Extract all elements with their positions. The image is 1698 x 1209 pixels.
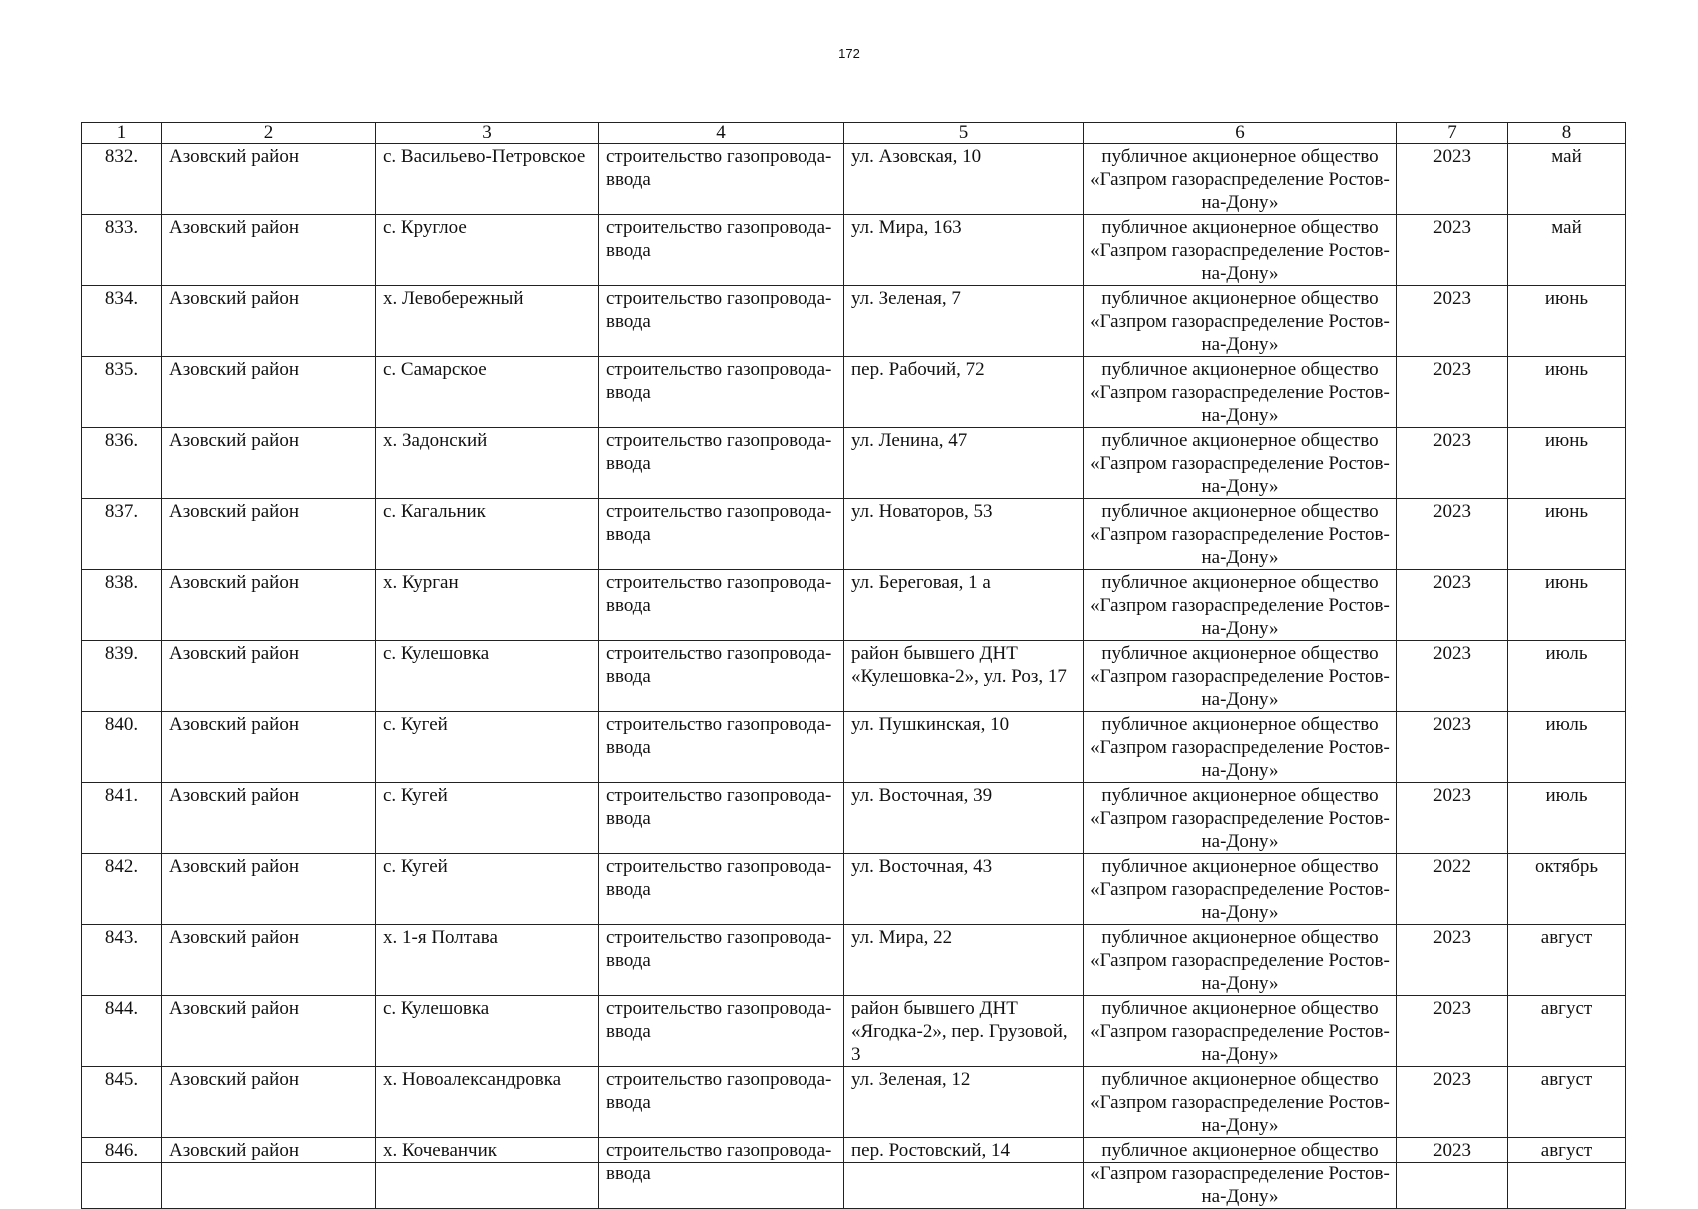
district-cell: Азовский район — [162, 286, 376, 357]
district-cell: Азовский район — [162, 570, 376, 641]
address-cell: пер. Ростовский, 14 — [844, 1138, 1084, 1209]
column-number: 7 — [1397, 123, 1508, 144]
address-cell: район бывшего ДНТ «Кулешовка-2», ул. Роз, 17 — [844, 641, 1084, 712]
work-type-cell: строительство газопровода-ввода — [599, 570, 844, 641]
column-number: 4 — [599, 123, 844, 144]
district-cell: Азовский район — [162, 783, 376, 854]
organization-cell: публичное акционерное общество «Газпром газораспределение Ростов-на-Дону» — [1084, 357, 1397, 428]
district-cell: Азовский район — [162, 925, 376, 996]
column-number: 2 — [162, 123, 376, 144]
row-number: 836. — [82, 428, 162, 499]
year-cell: 2023 — [1397, 215, 1508, 286]
column-number: 1 — [82, 123, 162, 144]
address-cell: ул. Зеленая, 7 — [844, 286, 1084, 357]
work-type-cell: строительство газопровода-ввода — [599, 996, 844, 1067]
locality-cell: с. Кугей — [376, 854, 599, 925]
address-cell: пер. Рабочий, 72 — [844, 357, 1084, 428]
table-row — [82, 570, 1626, 641]
row-number: 839. — [82, 641, 162, 712]
year-cell: 2023 — [1397, 144, 1508, 215]
column-number-row — [82, 123, 1626, 144]
locality-cell: с. Кулешовка — [376, 996, 599, 1067]
work-type-cell: строительство газопровода-ввода — [599, 499, 844, 570]
work-type-cell: строительство газопровода-ввода — [599, 428, 844, 499]
organization-cell: публичное акционерное общество «Газпром газораспределение Ростов-на-Дону» — [1084, 783, 1397, 854]
district-cell: Азовский район — [162, 428, 376, 499]
gasification-table — [81, 122, 1626, 1209]
table-row — [82, 925, 1626, 996]
organization-cell: публичное акционерное общество «Газпром газораспределение Ростов-на-Дону» — [1084, 712, 1397, 783]
month-cell: май — [1508, 144, 1626, 215]
month-cell: июль — [1508, 783, 1626, 854]
table-row — [82, 996, 1626, 1067]
row-number: 835. — [82, 357, 162, 428]
row-number: 844. — [82, 996, 162, 1067]
year-cell: 2023 — [1397, 570, 1508, 641]
organization-cell: публичное акционерное общество «Газпром газораспределение Ростов-на-Дону» — [1084, 499, 1397, 570]
work-type-cell: строительство газопровода-ввода — [599, 712, 844, 783]
row-number: 840. — [82, 712, 162, 783]
year-cell: 2023 — [1397, 428, 1508, 499]
row-number: 845. — [82, 1067, 162, 1138]
organization-cell: публичное акционерное общество «Газпром газораспределение Ростов-на-Дону» — [1084, 144, 1397, 215]
locality-cell: х. Курган — [376, 570, 599, 641]
address-cell: ул. Мира, 22 — [844, 925, 1084, 996]
row-number: 846. — [82, 1138, 162, 1209]
address-cell: ул. Новаторов, 53 — [844, 499, 1084, 570]
locality-cell: х. Кочеванчик — [376, 1138, 599, 1209]
month-cell: июнь — [1508, 570, 1626, 641]
year-cell: 2023 — [1397, 357, 1508, 428]
work-type-cell: строительство газопровода-ввода — [599, 783, 844, 854]
year-cell: 2023 — [1397, 925, 1508, 996]
address-cell: ул. Пушкинская, 10 — [844, 712, 1084, 783]
table-row — [82, 712, 1626, 783]
table-row — [82, 286, 1626, 357]
organization-cell: публичное акционерное общество «Газпром газораспределение Ростов-на-Дону» — [1084, 215, 1397, 286]
work-type-cell: строительство газопровода-ввода — [599, 286, 844, 357]
locality-cell: с. Кугей — [376, 712, 599, 783]
row-number: 838. — [82, 570, 162, 641]
locality-cell: х. Новоалександровка — [376, 1067, 599, 1138]
locality-cell: с. Кулешовка — [376, 641, 599, 712]
month-cell: август — [1508, 1067, 1626, 1138]
locality-cell: с. Кугей — [376, 783, 599, 854]
column-number: 3 — [376, 123, 599, 144]
year-cell: 2023 — [1397, 641, 1508, 712]
year-cell: 2023 — [1397, 996, 1508, 1067]
month-cell: июнь — [1508, 286, 1626, 357]
district-cell: Азовский район — [162, 215, 376, 286]
table-row — [82, 215, 1626, 286]
work-type-cell: строительство газопровода-ввода — [599, 925, 844, 996]
organization-cell: публичное акционерное общество «Газпром газораспределение Ростов-на-Дону» — [1084, 1138, 1397, 1209]
table-row — [82, 783, 1626, 854]
table-row — [82, 641, 1626, 712]
year-cell: 2023 — [1397, 286, 1508, 357]
row-number: 841. — [82, 783, 162, 854]
address-cell: ул. Береговая, 1 а — [844, 570, 1084, 641]
work-type-cell: строительство газопровода-ввода — [599, 854, 844, 925]
column-number: 6 — [1084, 123, 1397, 144]
year-cell: 2023 — [1397, 712, 1508, 783]
organization-cell: публичное акционерное общество «Газпром газораспределение Ростов-на-Дону» — [1084, 996, 1397, 1067]
table-row — [82, 499, 1626, 570]
organization-cell: публичное акционерное общество «Газпром газораспределение Ростов-на-Дону» — [1084, 428, 1397, 499]
month-cell: октябрь — [1508, 854, 1626, 925]
year-cell: 2023 — [1397, 499, 1508, 570]
locality-cell: с. Самарское — [376, 357, 599, 428]
organization-cell: публичное акционерное общество «Газпром газораспределение Ростов-на-Дону» — [1084, 641, 1397, 712]
work-type-cell: строительство газопровода-ввода — [599, 1138, 844, 1209]
page-number: 172 — [838, 46, 860, 61]
locality-cell: с. Васильево-Петровское — [376, 144, 599, 215]
month-cell: август — [1508, 996, 1626, 1067]
year-cell: 2023 — [1397, 783, 1508, 854]
year-cell: 2023 — [1397, 1067, 1508, 1138]
address-cell: ул. Восточная, 39 — [844, 783, 1084, 854]
table-row — [82, 144, 1626, 215]
table-row — [82, 1138, 1626, 1209]
month-cell: август — [1508, 1138, 1626, 1209]
district-cell: Азовский район — [162, 854, 376, 925]
work-type-cell: строительство газопровода-ввода — [599, 215, 844, 286]
year-cell: 2023 — [1397, 1138, 1508, 1209]
row-number: 834. — [82, 286, 162, 357]
table-container — [81, 122, 1625, 1207]
table-row — [82, 428, 1626, 499]
month-cell: июль — [1508, 641, 1626, 712]
district-cell: Азовский район — [162, 1067, 376, 1138]
month-cell: август — [1508, 925, 1626, 996]
row-number: 832. — [82, 144, 162, 215]
organization-cell: публичное акционерное общество «Газпром газораспределение Ростов-на-Дону» — [1084, 925, 1397, 996]
district-cell: Азовский район — [162, 996, 376, 1067]
table-row — [82, 357, 1626, 428]
address-cell: ул. Мира, 163 — [844, 215, 1084, 286]
year-cell: 2022 — [1397, 854, 1508, 925]
address-cell: ул. Восточная, 43 — [844, 854, 1084, 925]
locality-cell: х. Левобережный — [376, 286, 599, 357]
table-body — [82, 144, 1626, 1209]
district-cell: Азовский район — [162, 144, 376, 215]
organization-cell: публичное акционерное общество «Газпром газораспределение Ростов-на-Дону» — [1084, 854, 1397, 925]
work-type-cell: строительство газопровода-ввода — [599, 641, 844, 712]
locality-cell: х. Задонский — [376, 428, 599, 499]
table-row — [82, 1067, 1626, 1138]
organization-cell: публичное акционерное общество «Газпром газораспределение Ростов-на-Дону» — [1084, 286, 1397, 357]
month-cell: май — [1508, 215, 1626, 286]
district-cell: Азовский район — [162, 499, 376, 570]
district-cell: Азовский район — [162, 357, 376, 428]
row-number: 842. — [82, 854, 162, 925]
organization-cell: публичное акционерное общество «Газпром газораспределение Ростов-на-Дону» — [1084, 570, 1397, 641]
column-number: 8 — [1508, 123, 1626, 144]
row-number: 837. — [82, 499, 162, 570]
column-number: 5 — [844, 123, 1084, 144]
row-number: 843. — [82, 925, 162, 996]
month-cell: июнь — [1508, 357, 1626, 428]
month-cell: июль — [1508, 712, 1626, 783]
district-cell: Азовский район — [162, 641, 376, 712]
table-row — [82, 854, 1626, 925]
address-cell: ул. Азовская, 10 — [844, 144, 1084, 215]
locality-cell: с. Кагальник — [376, 499, 599, 570]
month-cell: июнь — [1508, 499, 1626, 570]
address-cell: ул. Ленина, 47 — [844, 428, 1084, 499]
district-cell: Азовский район — [162, 712, 376, 783]
work-type-cell: строительство газопровода-ввода — [599, 357, 844, 428]
work-type-cell: строительство газопровода-ввода — [599, 144, 844, 215]
row-number: 833. — [82, 215, 162, 286]
address-cell: район бывшего ДНТ «Ягодка-2», пер. Грузовой, 3 — [844, 996, 1084, 1067]
locality-cell: х. 1-я Полтава — [376, 925, 599, 996]
work-type-cell: строительство газопровода-ввода — [599, 1067, 844, 1138]
month-cell: июнь — [1508, 428, 1626, 499]
address-cell: ул. Зеленая, 12 — [844, 1067, 1084, 1138]
locality-cell: с. Круглое — [376, 215, 599, 286]
organization-cell: публичное акционерное общество «Газпром газораспределение Ростов-на-Дону» — [1084, 1067, 1397, 1138]
district-cell: Азовский район — [162, 1138, 376, 1209]
